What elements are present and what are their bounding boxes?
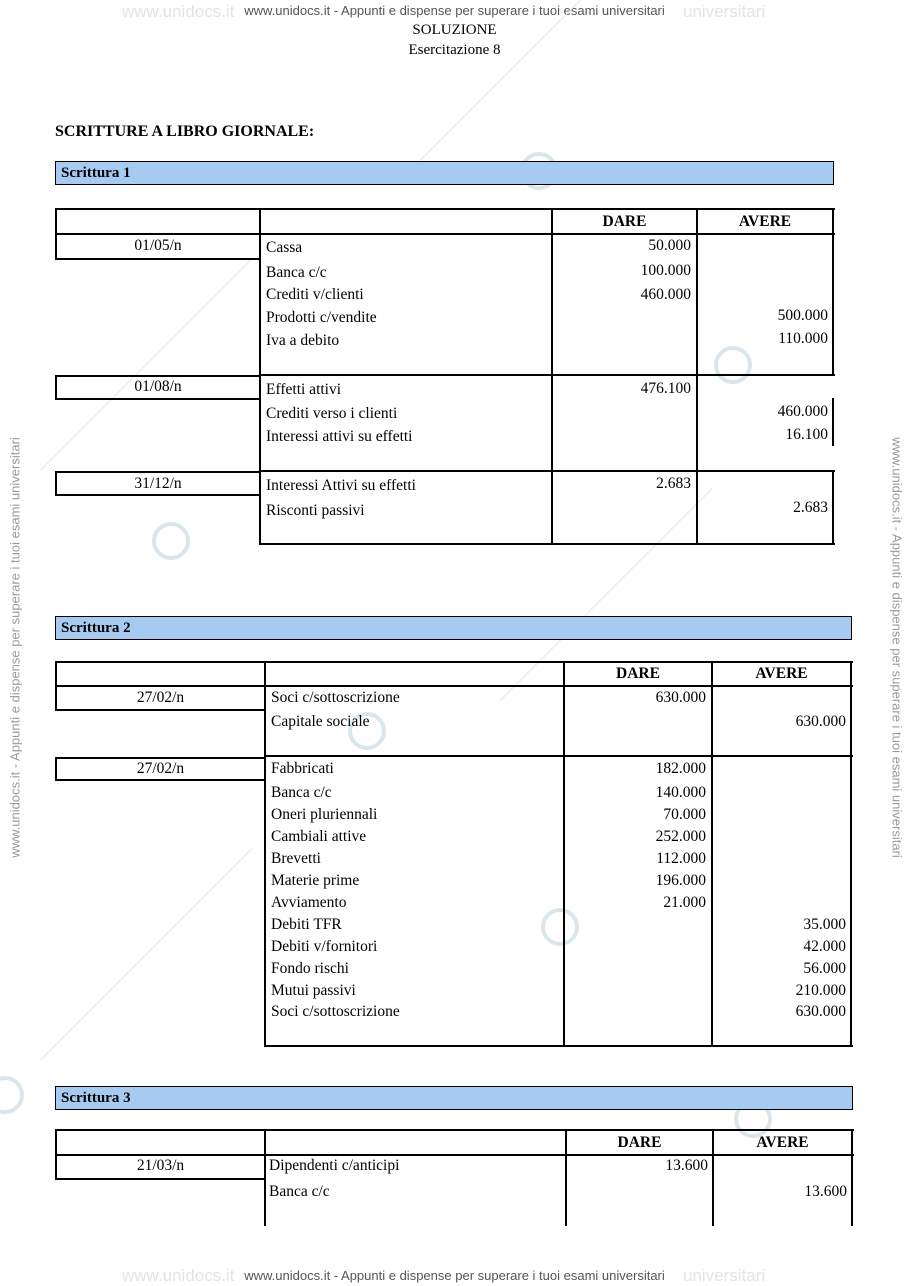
- scrittura-1-title: Scrittura 1: [55, 161, 834, 185]
- watermark-diagonal: [40, 258, 253, 471]
- avere-amount: 630.000: [795, 713, 846, 730]
- table-rule: [55, 661, 57, 687]
- account-name: Brevetti: [271, 850, 321, 867]
- watermark-header: www.unidocs.it - Appunti e dispense per superare i tuoi esami universitari: [244, 3, 665, 18]
- account-name: Cassa: [266, 239, 303, 256]
- table-rule: [264, 661, 266, 1047]
- watermark-diagonal: [40, 848, 253, 1061]
- account-name: Soci c/sottoscrizione: [271, 1003, 400, 1020]
- table-rule: [851, 1129, 853, 1226]
- table-rule: [259, 374, 835, 376]
- account-name: Debiti v/fornitori: [271, 938, 378, 955]
- account-name: Soci c/sottoscrizione: [271, 689, 400, 706]
- document-title: SOLUZIONE: [412, 22, 497, 38]
- account-name: Interessi Attivi su effetti: [266, 477, 416, 494]
- table-rule: [55, 661, 853, 663]
- table-rule: [55, 1129, 854, 1131]
- account-name: Crediti v/clienti: [266, 286, 364, 303]
- watermark-faint-tail-bottom: universitari: [683, 1266, 766, 1285]
- watermark-side-left: www.unidocs.it - Appunti e dispense per superare i tuoi esami universitari: [7, 437, 23, 858]
- dare-amount: 13.600: [665, 1157, 708, 1174]
- unidocs-logo-icon: [152, 522, 190, 560]
- table-rule: [696, 208, 698, 545]
- avere-amount: 13.600: [804, 1183, 847, 1200]
- avere-amount: 210.000: [795, 982, 846, 999]
- entry-date: 21/03/n: [136, 1157, 185, 1174]
- account-name: Fondo rischi: [271, 960, 349, 977]
- table-rule: [832, 208, 834, 376]
- account-name: Fabbricati: [271, 760, 334, 777]
- dare-amount: 630.000: [655, 689, 706, 706]
- account-name: Banca c/c: [266, 264, 327, 281]
- column-header-avere: AVERE: [755, 665, 808, 682]
- account-name: Capitale sociale: [271, 713, 370, 730]
- scrittura-2-title: Scrittura 2: [55, 616, 852, 640]
- watermark-footer: www.unidocs.it - Appunti e dispense per superare i tuoi esami universitari: [244, 1268, 665, 1283]
- dare-amount: 182.000: [655, 760, 706, 777]
- table-rule: [55, 258, 261, 260]
- entry-date: 01/08/n: [134, 378, 182, 395]
- avere-amount: 500.000: [777, 307, 828, 324]
- table-rule: [55, 1129, 57, 1156]
- avere-amount: 110.000: [778, 330, 828, 347]
- table-rule: [259, 543, 835, 545]
- dare-amount: 476.100: [640, 380, 691, 397]
- account-name: Avviamento: [271, 894, 347, 911]
- table-rule: [55, 709, 266, 711]
- table-rule: [55, 779, 266, 781]
- dare-amount: 21.000: [663, 894, 706, 911]
- avere-amount: 460.000: [777, 403, 828, 420]
- table-rule: [551, 208, 553, 545]
- avere-amount: 56.000: [803, 960, 846, 977]
- watermark-faint-tail-top: universitari: [683, 2, 766, 21]
- table-rule: [55, 233, 835, 235]
- dare-amount: 252.000: [655, 828, 706, 845]
- column-header-avere: AVERE: [738, 213, 792, 230]
- account-name: Oneri pluriennali: [271, 806, 378, 823]
- avere-amount: 35.000: [803, 916, 846, 933]
- table-rule: [55, 208, 835, 210]
- account-name: Dipendenti c/anticipi: [269, 1157, 400, 1174]
- dare-amount: 2.683: [656, 475, 691, 492]
- scrittura-3-title: Scrittura 3: [55, 1086, 853, 1110]
- unidocs-logo-icon: [0, 1076, 24, 1114]
- account-name: Interessi attivi su effetti: [266, 428, 413, 445]
- unidocs-logo-icon: [714, 346, 752, 384]
- table-rule: [55, 757, 266, 759]
- account-name: Iva a debito: [266, 332, 340, 349]
- table-rule: [55, 375, 261, 377]
- table-rule: [264, 755, 853, 757]
- table-rule: [55, 398, 261, 400]
- account-name: Prodotti c/vendite: [266, 309, 377, 326]
- table-rule: [55, 471, 261, 473]
- entry-date: 27/02/n: [136, 760, 185, 777]
- entry-date: 31/12/n: [134, 475, 182, 492]
- entry-date: 27/02/n: [136, 689, 185, 706]
- table-rule: [832, 471, 834, 545]
- column-header-avere: AVERE: [756, 1134, 809, 1151]
- table-rule: [55, 685, 853, 687]
- account-name: Mutui passivi: [271, 982, 356, 999]
- column-header-dare: DARE: [617, 1134, 662, 1151]
- document-subtitle: Esercitazione 8: [408, 42, 501, 58]
- avere-amount: 42.000: [803, 938, 846, 955]
- column-header-dare: DARE: [616, 665, 660, 682]
- table-rule: [55, 208, 57, 235]
- account-name: Crediti verso i clienti: [266, 405, 398, 422]
- section-heading: SCRITTURE A LIBRO GIORNALE:: [55, 123, 315, 140]
- table-rule: [259, 470, 835, 472]
- account-name: Cambiali attive: [271, 828, 367, 845]
- dare-amount: 112.000: [656, 850, 706, 867]
- dare-amount: 50.000: [648, 237, 691, 254]
- unidocs-logo-icon: [541, 908, 579, 946]
- account-name: Materie prime: [271, 872, 360, 889]
- dare-amount: 196.000: [655, 872, 706, 889]
- table-rule: [55, 1154, 854, 1156]
- dare-amount: 70.000: [663, 806, 706, 823]
- table-rule: [55, 1178, 266, 1180]
- watermark-side-right: www.unidocs.it - Appunti e dispense per superare i tuoi esami universitari: [889, 437, 905, 858]
- dare-amount: 460.000: [640, 286, 691, 303]
- account-name: Debiti TFR: [271, 916, 342, 933]
- entry-date: 01/05/n: [134, 237, 182, 254]
- avere-amount: 16.100: [785, 426, 828, 443]
- watermark-faint-site-bottom: www.unidocs.it: [122, 1266, 235, 1285]
- table-rule: [850, 661, 852, 1047]
- table-rule: [264, 1045, 853, 1047]
- dare-amount: 140.000: [655, 784, 706, 801]
- account-name: Banca c/c: [271, 784, 332, 801]
- account-name: Risconti passivi: [266, 502, 365, 519]
- avere-amount: 2.683: [793, 499, 828, 516]
- table-rule: [55, 494, 261, 496]
- watermark-faint-site-top: www.unidocs.it: [122, 2, 235, 21]
- dare-amount: 100.000: [640, 262, 691, 279]
- column-header-dare: DARE: [602, 213, 647, 230]
- account-name: Effetti attivi: [266, 381, 342, 398]
- avere-amount: 630.000: [795, 1003, 846, 1020]
- table-rule: [832, 398, 834, 446]
- account-name: Banca c/c: [269, 1183, 330, 1200]
